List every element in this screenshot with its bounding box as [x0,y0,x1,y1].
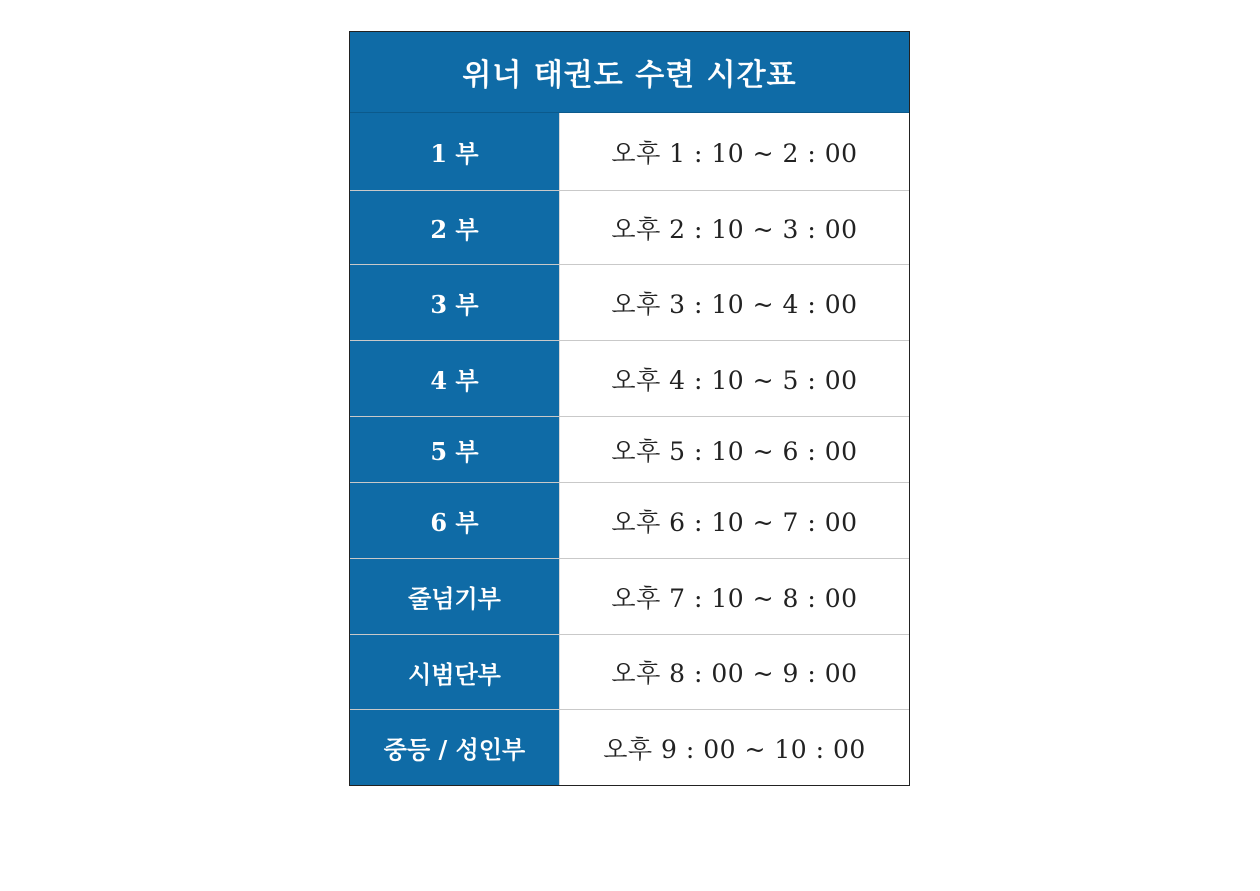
timetable-row [350,190,909,264]
timetable-row [350,558,909,634]
timetable-row [350,634,909,709]
session-label: 줄넘기부 [350,559,560,634]
session-time: 오후 6 : 10 ~ 7 : 00 [611,507,858,537]
session-label: 6 부 [350,483,560,558]
session-label: 3 부 [350,265,560,340]
timetable-row [350,264,909,340]
session-time: 오후 1 : 10 ~ 2 : 00 [611,138,858,168]
session-time: 오후 2 : 10 ~ 3 : 00 [611,214,858,244]
session-label: 시범단부 [350,635,560,709]
timetable-title: 위너 태권도 수련 시간표 [350,32,909,113]
session-label: 4 부 [350,341,560,416]
timetable-row [350,416,909,482]
session-label: 중등 / 성인부 [350,710,560,785]
timetable [349,31,910,786]
session-time: 오후 8 : 00 ~ 9 : 00 [611,659,858,688]
session-time: 오후 5 : 10 ~ 6 : 00 [611,436,858,466]
timetable-row [350,709,909,785]
timetable-row [350,340,909,416]
timetable-row [350,482,909,558]
session-time: 오후 9 : 00 ~ 10 : 00 [603,734,866,764]
timetable-row [350,113,909,190]
session-label: 2 부 [350,191,560,264]
session-label: 5 부 [350,417,560,482]
session-label: 1 부 [350,113,560,190]
session-time: 오후 7 : 10 ~ 8 : 00 [611,583,858,613]
session-time: 오후 4 : 10 ~ 5 : 00 [611,365,858,395]
session-time: 오후 3 : 10 ~ 4 : 00 [611,289,858,319]
